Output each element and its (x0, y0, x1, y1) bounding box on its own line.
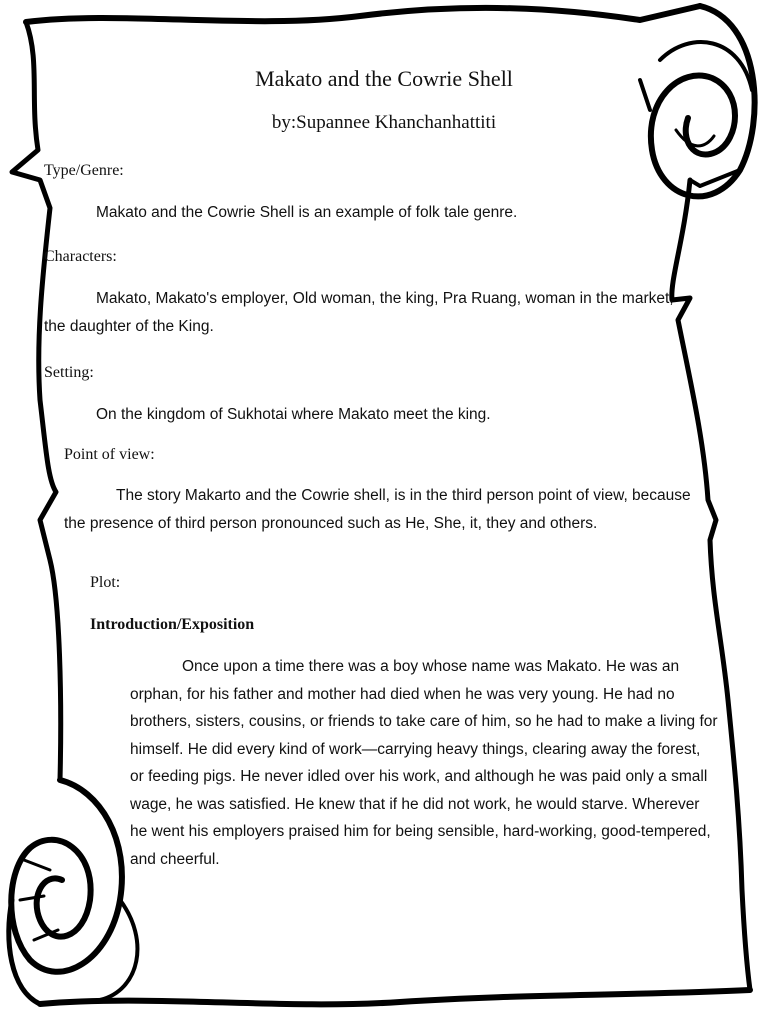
bottom-left-curl (9, 780, 138, 1004)
scroll-top-edge (26, 6, 700, 22)
document-title: Makato and the Cowrie Shell (255, 66, 513, 91)
top-right-curl (640, 6, 755, 196)
plot-subheading: Introduction/Exposition (90, 616, 255, 633)
characters-heading: Characters: (44, 248, 117, 265)
point-of-view-text: The story Makarto and the Cowrie shell, is in the third person point of view, because the presence of third person pronounced such as He, She, it, they and others. (64, 487, 691, 532)
point-of-view-heading: Point of view: (64, 446, 155, 463)
setting-heading: Setting: (44, 364, 94, 381)
scroll-bottom-edge (40, 990, 750, 1004)
characters-text: Makato, Makato's employer, Old woman, the king, Pra Ruang, woman in the market, the daughter of the King. (44, 290, 674, 335)
setting-text: On the kingdom of Sukhotai where Makato meet the king. (96, 406, 491, 423)
type-genre-heading: Type/Genre: (44, 162, 124, 179)
plot-heading: Plot: (90, 574, 121, 591)
plot-exposition-text: Once upon a time there was a boy whose name was Makato. He was an orphan, for his father and mother had died when he was very young. He had no brothers, sisters, cousins, or friends to take care of him, so he had to make a living for himself. He did every kind of work—carrying heavy things, clearing away the forest, or feeding pigs. He never idled over his work, and although he was paid only a small wage, he was satisfied. He knew that if he did not work, he would starve. Wherever he went his employers praised him for being sensible, hard-working, good-tempered, and cheerful. (130, 658, 718, 868)
author-line: by:Supannee Khanchanhattiti (271, 112, 497, 133)
type-genre-text: Makato and the Cowrie Shell is an example of folk tale genre. (96, 204, 518, 221)
